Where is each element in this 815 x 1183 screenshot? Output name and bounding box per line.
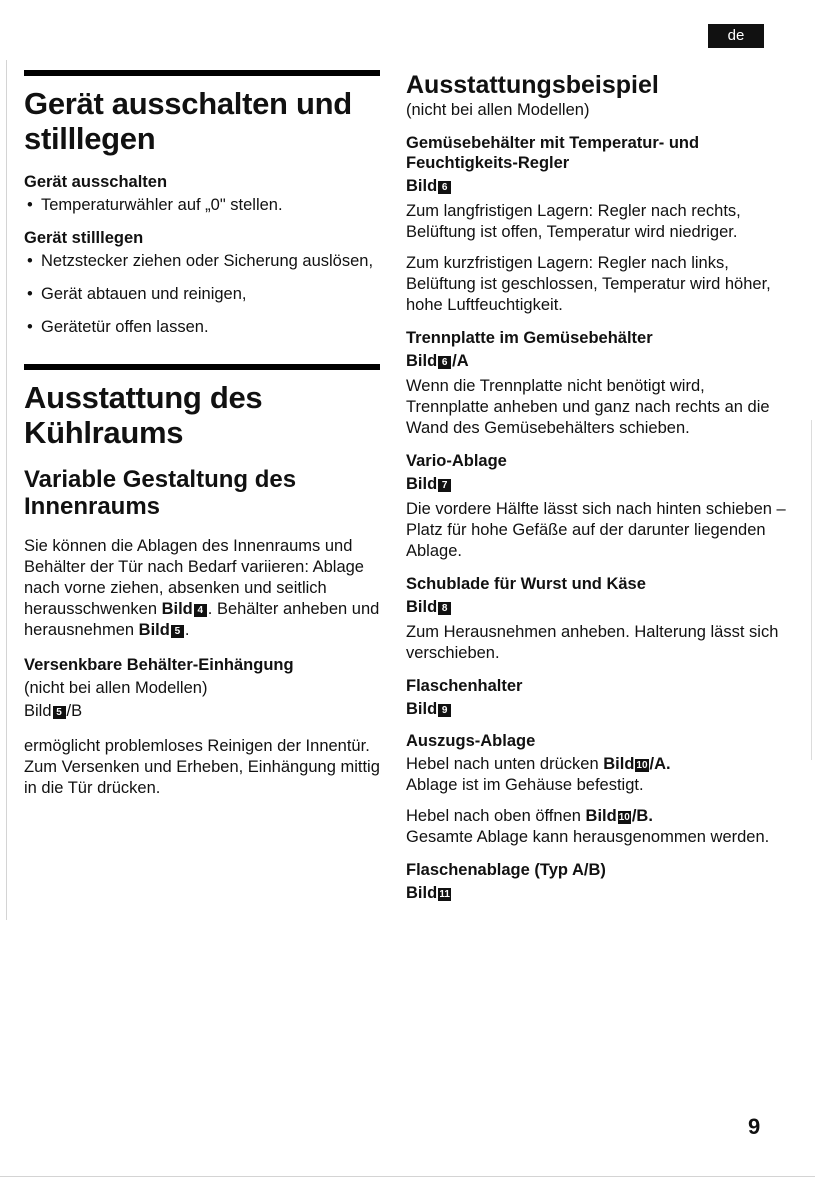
decommission-list (24, 251, 386, 338)
list-item: • Gerätetür offen lassen. (24, 317, 386, 338)
figure-number-badge: 11 (439, 889, 450, 900)
figure-reference (406, 474, 786, 494)
subheading-bottle-shelf: Flaschenablage (Typ A/B) (406, 861, 606, 879)
subtitle-variable-layout: Variable Gestaltung des Innenraums (24, 466, 297, 520)
figure-number-badge: 4 (194, 604, 207, 617)
section-rule (24, 70, 380, 76)
text-run: Sie können die Ablagen des Innenraums und Behälter der Tür nach Bedarf variieren: Ablage nach vorne ziehen, absenken und seitlich herausschwenken (24, 537, 364, 618)
figure-number-badge: 6 (438, 356, 451, 369)
text-run: Hebel nach oben öffnen (406, 807, 581, 825)
paragraph-vario-shelf: Die vordere Hälfte lässt sich nach hinten schieben – Platz für hohe Gefäße auf der darunter liegenden Ablage. (406, 500, 786, 560)
section-title-switch-off: Gerät ausschalten und stilllegen (24, 86, 352, 156)
figure-label: Bild (24, 702, 52, 720)
figure-label: Bild (138, 621, 170, 639)
figure-reference (406, 597, 786, 617)
figure-number-badge: 8 (438, 602, 451, 615)
switch-off-list (24, 195, 386, 216)
subheading-bottle-holder: Flaschenhalter (406, 677, 523, 695)
figure-label: Bild (406, 700, 438, 718)
figure-number-badge: 9 (438, 704, 451, 717)
subheading-retractable-holder: Versenkbare Behälter-Einhängung (24, 656, 294, 674)
figure-suffix: /A (452, 352, 469, 370)
figure-suffix: /B (66, 702, 83, 720)
subheading-divider-plate: Trennplatte im Gemüsebehälter (406, 329, 653, 347)
figure-reference (406, 699, 786, 719)
figure-label: Bild (406, 884, 438, 902)
paragraph-lever-down (406, 754, 786, 775)
right-column (406, 70, 786, 906)
figure-number-badge: 10 (636, 760, 648, 771)
scan-edge-right (811, 420, 812, 760)
page-number: 9 (748, 1114, 761, 1139)
figure-suffix: /B. (631, 807, 653, 825)
title-equipment-example: Ausstattungsbeispiel (406, 71, 659, 99)
list-item: • Temperaturwähler auf „0" stellen. (24, 195, 386, 216)
model-note: (nicht bei allen Modellen) (406, 101, 590, 119)
figure-reference (406, 176, 786, 196)
text-run: Behälter anheben und herausnehmen (24, 600, 380, 639)
scan-edge-left (6, 60, 7, 920)
left-column (24, 70, 386, 799)
figure-number-badge: 5 (53, 706, 66, 719)
figure-label: Bild (406, 598, 438, 616)
text-run: Hebel nach unten drücken (406, 755, 599, 773)
figure-label: Bild (406, 475, 438, 493)
subheading-switch-off: Gerät ausschalten (24, 173, 168, 191)
paragraph-shelf-removable: Gesamte Ablage kann herausgenommen werden. (406, 828, 770, 846)
list-item: • Gerät abtauen und reinigen, (24, 284, 386, 305)
section-rule (24, 364, 380, 370)
figure-reference (406, 883, 786, 903)
paragraph-long-term-storage: Zum langfristigen Lagern: Regler nach rechts, Belüftung ist offen, Temperatur wird niedriger. (406, 202, 741, 241)
subheading-vegetable-bin: Gemüsebehälter mit Temperatur- und Feuchtigkeits-Regler (406, 134, 700, 172)
paragraph-cold-cuts-drawer: Zum Herausnehmen anheben. Halterung lässt sich verschieben. (406, 623, 779, 662)
language-badge: de (708, 24, 764, 48)
section-title-fridge-equipment: Ausstattung des Kühlraums (24, 380, 263, 450)
figure-reference (406, 351, 786, 371)
paragraph-retractable-holder: ermöglicht problemloses Reinigen der Innentür. Zum Versenken und Erheben, Einhängung mittig in die Tür drücken. (24, 737, 380, 797)
figure-number-badge: 7 (438, 479, 451, 492)
figure-label: Bild (406, 177, 438, 195)
figure-label: Bild (161, 600, 193, 618)
model-note: (nicht bei allen Modellen) (24, 679, 208, 697)
figure-number-badge: 6 (438, 181, 451, 194)
figure-number-badge: 5 (171, 625, 184, 638)
figure-reference (24, 701, 386, 722)
scan-edge-bottom (0, 1176, 815, 1177)
figure-label: Bild (406, 352, 438, 370)
subheading-pull-out-shelf: Auszugs-Ablage (406, 732, 536, 750)
list-item: • Netzstecker ziehen oder Sicherung auslösen, (24, 251, 386, 272)
subheading-decommission: Gerät stilllegen (24, 229, 144, 247)
paragraph-lever-up (406, 806, 786, 827)
paragraph-variable-layout: Sie können die Ablagen des Innenraums und Behälter der Tür nach Bedarf variieren: Ablage nach vorne ziehen, absenken und seitlich herausschwenken Bild 4 . Behälter anheben und herausnehmen Bild 5 . (24, 537, 380, 639)
figure-suffix: /A. (649, 755, 671, 773)
paragraph-short-term-storage: Zum kurzfristigen Lagern: Regler nach links, Belüftung ist geschlossen, Temperatur wird höher, hohe Luftfeuchtigkeit. (406, 254, 771, 314)
paragraph-shelf-fixed: Ablage ist im Gehäuse befestigt. (406, 776, 644, 794)
subheading-cold-cuts-drawer: Schublade für Wurst und Käse (406, 575, 646, 593)
figure-number-badge: 10 (618, 812, 630, 823)
figure-label: Bild (585, 807, 617, 825)
subheading-vario-shelf: Vario-Ablage (406, 452, 507, 470)
figure-label: Bild (603, 755, 635, 773)
paragraph-divider-plate: Wenn die Trennplatte nicht benötigt wird, Trennplatte anheben und ganz nach rechts an die Wand des Gemüsebehälters schieben. (406, 377, 770, 437)
